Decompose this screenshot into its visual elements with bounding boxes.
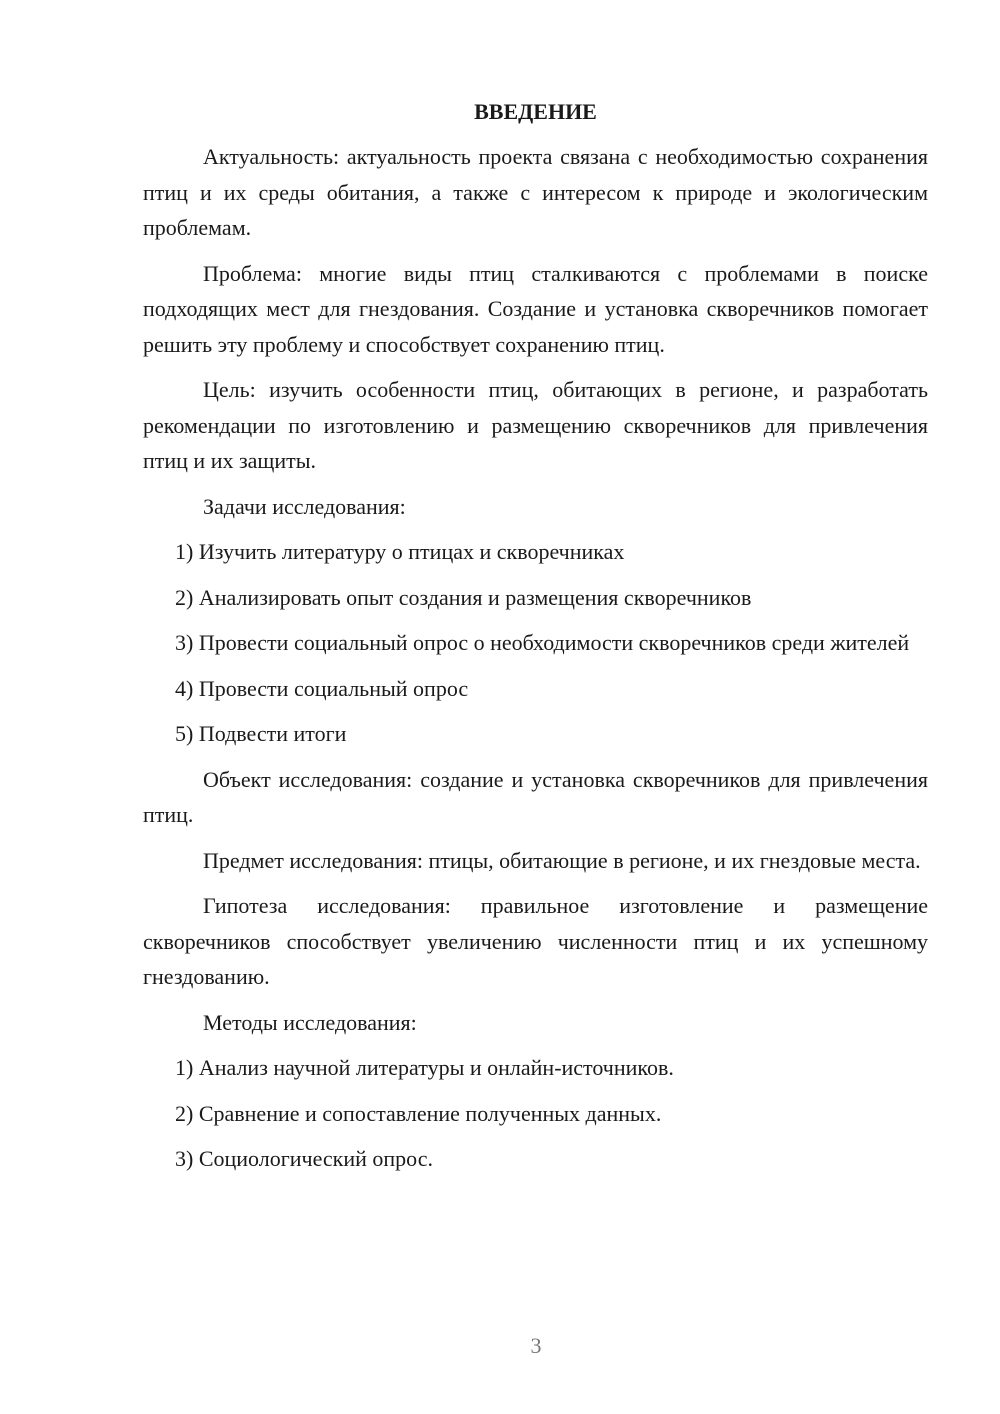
task-item: 5) Подвести итоги	[175, 721, 347, 746]
goal-paragraph: Цель: изучить особенности птиц, обитающих в регионе, и разработать рекомендации по изготовлению и размещению скворечников для привлечения птиц и их защиты.	[143, 377, 928, 473]
task-item: 1) Изучить литературу о птицах и скворечниках	[175, 539, 625, 564]
page-title: ВВЕДЕНИЕ	[474, 99, 597, 124]
method-item: 1) Анализ научной литературы и онлайн-источников.	[175, 1055, 674, 1080]
problem-paragraph: Проблема: многие виды птиц сталкиваются с проблемами в поиске подходящих мест для гнездования. Создание и установка скворечников помогает решить эту проблему и способствует сохранению птиц.	[143, 260, 928, 357]
page-number: 3	[530, 1333, 542, 1358]
hypothesis-paragraph: Гипотеза исследования: правильное изготовление и размещение скворечников способствует увеличению численности птиц и их успешному гнездованию.	[143, 893, 928, 989]
object-paragraph: Объект исследования: создание и установка скворечников для привлечения птиц.	[143, 766, 928, 827]
tasks-heading: Задачи исследования:	[203, 493, 406, 519]
task-item: 2) Анализировать опыт создания и размещения скворечников	[175, 584, 752, 610]
method-item: 2) Сравнение и сопоставление полученных данных.	[175, 1100, 662, 1126]
task-item: 3) Провести социальный опрос о необходимости скворечников среди жителей	[175, 630, 910, 655]
relevance-paragraph: Актуальность: актуальность проекта связана с необходимостью сохранения птиц и их среды обитания, а также с интересом к природе и экологическим проблемам.	[143, 144, 928, 240]
subject-paragraph: Предмет исследования: птицы, обитающие в регионе, и их гнездовые места.	[203, 847, 921, 873]
methods-heading: Методы исследования:	[203, 1009, 417, 1035]
method-item: 3) Социологический опрос.	[175, 1146, 433, 1171]
task-item: 4) Провести социальный опрос	[175, 675, 469, 701]
page-content	[143, 94, 928, 1187]
